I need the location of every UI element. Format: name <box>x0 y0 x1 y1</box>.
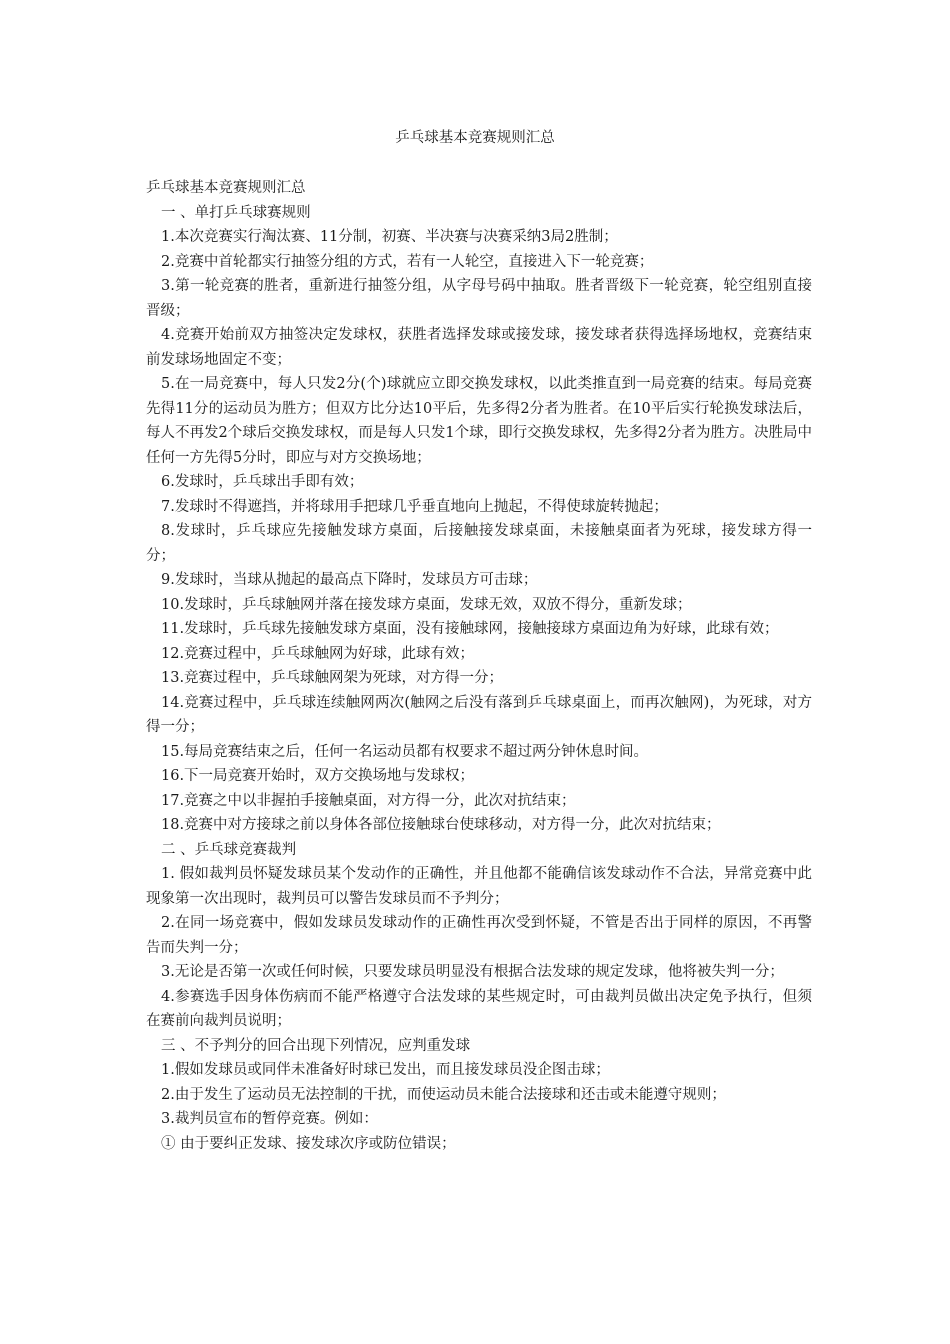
rule-paragraph: 2.在同一场竞赛中，假如发球员发球动作的正确性再次受到怀疑，不管是否出于同样的原因，不再警告而失判一分； <box>146 915 812 956</box>
rule-paragraph: 4.参赛选手因身体伤病而不能严格遵守合法发球的某些规定时，可由裁判员做出决定免予执行，但须在赛前向裁判员说明； <box>146 988 812 1029</box>
rule-paragraph: 17.竞赛之中以非握拍手接触桌面，对方得一分，此次对抗结束； <box>161 792 576 809</box>
rule-paragraph: 7.发球时不得遮挡，并将球用手把球几乎垂直地向上抛起，不得使球旋转抛起； <box>161 498 668 515</box>
paragraph-list <box>146 201 812 1157</box>
document-subtitle: 乒乓球基本竞赛规则汇总 <box>146 180 306 196</box>
rule-paragraph: 13.竞赛过程中，乒乓球触网架为死球，对方得一分； <box>161 670 504 686</box>
rule-paragraph: 12.竞赛过程中，乒乓球触网为好球，此球有效； <box>161 645 475 662</box>
document-body <box>146 176 812 1156</box>
rule-paragraph: 16.下一局竞赛开始时，双方交换场地与发球权； <box>161 768 475 784</box>
rule-paragraph: 2.由于发生了运动员无法控制的干扰，而使运动员未能合法接球和还击或未能遵守规则； <box>161 1086 726 1103</box>
document-title: 乒乓球基本竞赛规则汇总 <box>395 130 555 146</box>
rule-paragraph: 1.假如发球员或同伴未准备好时球已发出，而且接发球员没企图击球； <box>161 1062 610 1078</box>
rule-paragraph: 9.发球时，当球从抛起的最高点下降时，发球员方可击球； <box>161 572 538 588</box>
section-heading: 二 、乒乓球竞赛裁判 <box>161 841 297 858</box>
rule-paragraph: ① 由于要纠正发球、接发球次序或防位错误； <box>161 1135 456 1152</box>
rule-paragraph: 15.每局竞赛结束之后，任何一名运动员都有权要求不超过两分钟休息时间。 <box>161 743 649 760</box>
rule-paragraph: 2.竞赛中首轮都实行抽签分组的方式，若有一人轮空，直接进入下一轮竞赛； <box>161 253 654 270</box>
rule-paragraph: 3.裁判员宣布的暂停竞赛。例如： <box>161 1111 378 1127</box>
rule-paragraph: 8.发球时，乒乓球应先接触发球方桌面，后接触接发球桌面，未接触桌面者为死球，接发球方得一分； <box>146 523 812 564</box>
section-heading: 三 、不予判分的回合出现下列情况，应判重发球 <box>161 1037 471 1054</box>
rule-paragraph: 3.无论是否第一次或任何时候，只要发球员明显没有根据合法发球的规定发球，他将被失判一分； <box>161 964 784 980</box>
rule-paragraph: 1. 假如裁判员怀疑发球员某个发动作的正确性，并且他都不能确信该发球动作不合法，异常竞赛中此现象第一次出现时，裁判员可以警告发球员而不予判分； <box>146 866 812 907</box>
rule-paragraph: 4.竞赛开始前双方抽签决定发球权，获胜者选择发球或接发球，接发球者获得选择场地权，竞赛结束前发球场地固定不变； <box>146 327 812 368</box>
rule-paragraph: 1.本次竞赛实行淘汰赛、11分制，初赛、半决赛与决赛采纳3局2胜制； <box>161 229 618 245</box>
rule-paragraph: 18.竞赛中对方接球之前以身体各部位接触球台使球移动，对方得一分，此次对抗结束； <box>161 817 721 833</box>
rule-paragraph: 5.在一局竞赛中，每人只发2分(个)球就应立即交换发球权，以此类推直到一局竞赛的结束。每局竞赛先得11分的运动员为胜方；但双方比分达10平后，先多得2分者为胜者。在10平后实行轮换发球法后，每人不再发2个球后交换发球权，而是每人只发1个球，即行交换发球权，先多得2分者为胜方。决胜局中任何一方先得5分时，即应与对方交换场地； <box>146 376 812 466</box>
rule-paragraph: 3.第一轮竞赛的胜者，重新进行抽签分组，从字母号码中抽取。胜者晋级下一轮竞赛，轮空组别直接晋级； <box>146 278 812 319</box>
rule-paragraph: 11.发球时，乒乓球先接触发球方桌面，没有接触球网，接触接球方桌面边角为好球，此球有效； <box>161 621 779 637</box>
rule-paragraph: 6.发球时，乒乓球出手即有效； <box>161 474 364 490</box>
rule-paragraph: 10.发球时，乒乓球触网并落在接发球方桌面，发球无效，双放不得分，重新发球； <box>161 596 692 613</box>
section-heading: 一 、单打乒乓球赛规则 <box>161 204 311 221</box>
rule-paragraph: 14.竞赛过程中，乒乓球连续触网两次(触网之后没有落到乒乓球桌面上，而再次触网)，为死球，对方得一分； <box>146 694 812 735</box>
